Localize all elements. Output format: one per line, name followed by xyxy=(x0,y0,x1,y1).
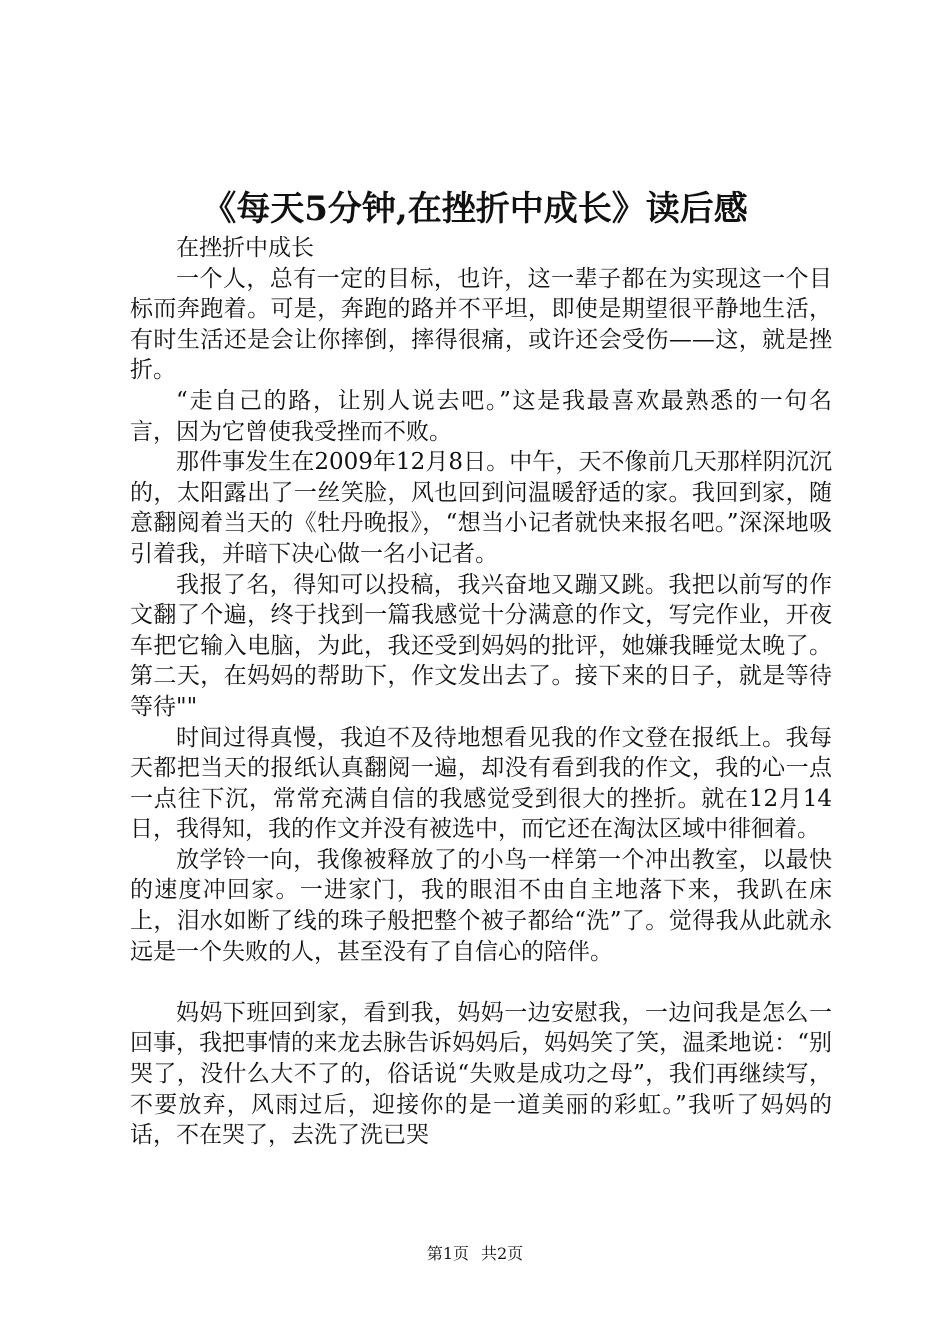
document-title: 《每天5分钟,在挫折中成长》读后感 xyxy=(202,189,748,229)
body-paragraph: 一个人，总有一定的目标，也许，这一辈子都在为实现这一个目标而奔跑着。可是，奔跑的路并不平坦，即使是期望很平静地生活，有时生活还是会让你摔倒，摔得很痛，或许还会受伤——这，就是挫折。 xyxy=(130,265,832,384)
page-footer xyxy=(0,1244,950,1264)
body-paragraph: “走自己的路，让别人说去吧。”这是我最喜欢最熟悉的一句名言，因为它曾使我受挫而不败。 xyxy=(130,387,832,445)
body-paragraph: 时间过得真慢，我迫不及待地想看见我的作文登在报纸上。我每天都把当天的报纸认真翻阅一遍，却没有看到我的作文，我的心一点一点往下沉，常常充满自信的我感觉受到很大的挫折。就在12月14日，我得知，我的作文并没有被选中，而它还在淘汰区域中徘徊着。 xyxy=(130,724,832,843)
document-body xyxy=(130,233,832,1151)
body-paragraph: 放学铃一向，我像被释放了的小鸟一样第一个冲出教室，以最快的速度冲回家。一进家门，我的眼泪不由自主地落下来，我趴在床上，泪水如断了线的珠子般把整个被子都给“洗”了。觉得我从此就永远是一个失败的人，甚至没有了自信心的陪伴。 xyxy=(130,846,832,965)
body-paragraph: 我报了名，得知可以投稿，我兴奋地又蹦又跳。我把以前写的作文翻了个遍，终于找到一篇我感觉十分满意的作文，写完作业，开夜车把它输入电脑，为此，我还受到妈妈的批评，她嫌我睡觉太晚了。第二天，在妈妈的帮助下，作文发出去了。接下来的日子，就是等待等待"" xyxy=(130,571,832,720)
body-paragraph: 那件事发生在2009年12月8日。中午，天不像前几天那样阴沉沉的，太阳露出了一丝笑脸，风也回到问温暖舒适的家。我回到家，随意翻阅着当天的《牡丹晚报》，“想当小记者就快来报名吧。”深深地吸引着我，并暗下决心做一名小记者。 xyxy=(130,449,832,567)
subtitle-paragraph: 在挫折中成长 xyxy=(176,235,314,261)
page-number: 第1页 xyxy=(426,1244,469,1263)
page-total: 共2页 xyxy=(481,1244,524,1263)
body-paragraph: 妈妈下班回到家，看到我，妈妈一边安慰我，一边问我是怎么一回事，我把事情的来龙去脉告诉妈妈后，妈妈笑了笑，温柔地说：“别哭了，没什么大不了的，俗话说“失败是成功之母”，我们再继续写，不要放弃，风雨过后，迎接你的是一道美丽的彩虹。”我听了妈妈的话，不在哭了，去洗了洗已哭 xyxy=(130,999,832,1149)
